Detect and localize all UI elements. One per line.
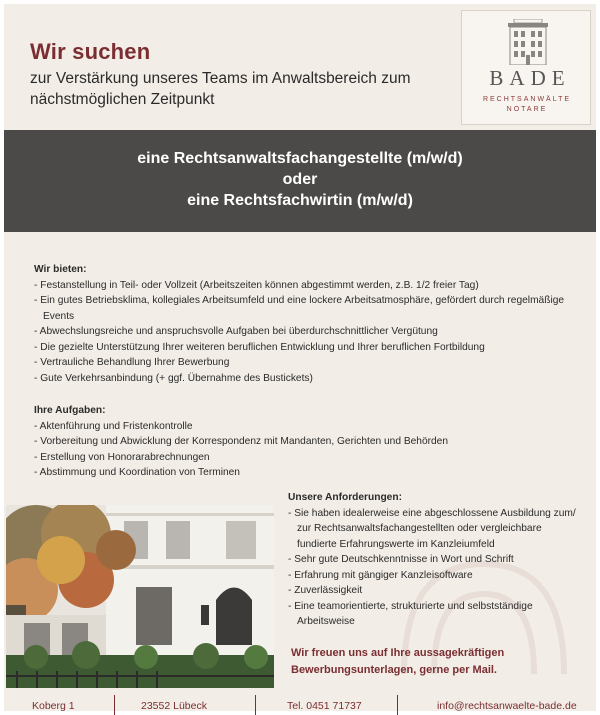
footer-divider [397,695,398,715]
list-item: - Ein gutes Betriebsklima, kollegiales Arbeitsumfeld und eine lockere Arbeitsatmosphäre, gefördert durch regelmäßige Events [34,293,574,324]
tasks-list [34,419,574,481]
list-item: - Die gezielte Unterstützung Ihrer weiteren beruflichen Entwicklung und Ihrer beruflichen Fortbildung [34,340,574,356]
logo-name: BADE [489,66,571,90]
requirements-title: Unsere Anforderungen: [288,492,402,503]
position-title-2: eine Rechtsfachwirtin (m/w/d) [187,192,413,209]
requirements-list [288,506,578,630]
position-title-1: eine Rechtsanwaltsfachangestellte (m/w/d) [137,150,463,167]
logo-subtitle-2: NOTARE [506,106,548,113]
list-item: - Aktenführung und Fristenkontrolle [34,419,574,435]
closing-message [291,645,581,679]
list-item: - Abwechslungsreiche und anspruchsvolle Aufgaben bei überdurchschnittlicher Vergütung [34,324,574,340]
tasks-section [34,403,574,481]
closing-line-1: Wir freuen uns auf Ihre aussagekräftigen [291,647,505,659]
list-item: - Vertrauliche Behandlung Ihrer Bewerbung [34,355,574,371]
building-icon [508,19,548,65]
footer-divider [114,695,115,715]
position-banner [4,130,596,232]
list-item: - Eine teamorientierte, strukturierte und selbstständige Arbeitsweise [288,599,578,630]
header [4,4,596,130]
office-building-photo [6,505,274,688]
tasks-title: Ihre Aufgaben: [34,405,106,416]
list-item: - Festanstellung in Teil- oder Vollzeit (Arbeitszeiten können abgestimmt werden, z.B. 1/2 freier Tag) [34,278,574,294]
list-item: - Abstimmung und Koordination von Terminen [34,465,574,481]
list-item: - Sie haben idealerweise eine abgeschlossene Ausbildung zum/ zur Rechtsanwaltsfachangestellten oder vergleichbare fundierte Erfahrungswerte im Kanzleiumfeld [288,506,578,553]
offer-title: Wir bieten: [34,264,87,275]
footer-city: 23552 Lübeck [141,700,207,712]
offer-list [34,278,574,387]
contact-footer [4,691,596,713]
logo-subtitle: RECHTSANWÄLTE [482,96,572,103]
list-item: - Zuverlässigkeit [288,583,578,599]
subline: zur Verstärkung unseres Teams im Anwaltsbereich zum nächstmöglichen Zeitpunkt [30,70,411,108]
offer-section [34,262,574,481]
footer-email[interactable]: info@rechtsanwaelte-bade.de [437,700,577,712]
footer-divider [255,695,256,715]
position-or: oder [282,171,318,188]
closing-line-2: Bewerbungsunterlagen, gerne per Mail. [291,664,497,676]
headline: Wir suchen [30,39,151,64]
footer-street: Koberg 1 [32,700,75,712]
list-item: - Erfahrung mit gängiger Kanzleisoftware [288,568,578,584]
job-ad [4,4,596,711]
footer-phone[interactable]: Tel. 0451 71737 [287,700,362,712]
list-item: - Vorbereitung und Abwicklung der Korrespondenz mit Mandanten, Gerichten und Behörden [34,434,574,450]
requirements-section [288,490,578,630]
list-item: - Gute Verkehrsanbindung (+ ggf. Übernahme des Bustickets) [34,371,574,387]
list-item: - Erstellung von Honorarabrechnungen [34,450,574,466]
list-item: - Sehr gute Deutschkenntnisse in Wort und Schrift [288,552,578,568]
company-logo [461,10,591,125]
